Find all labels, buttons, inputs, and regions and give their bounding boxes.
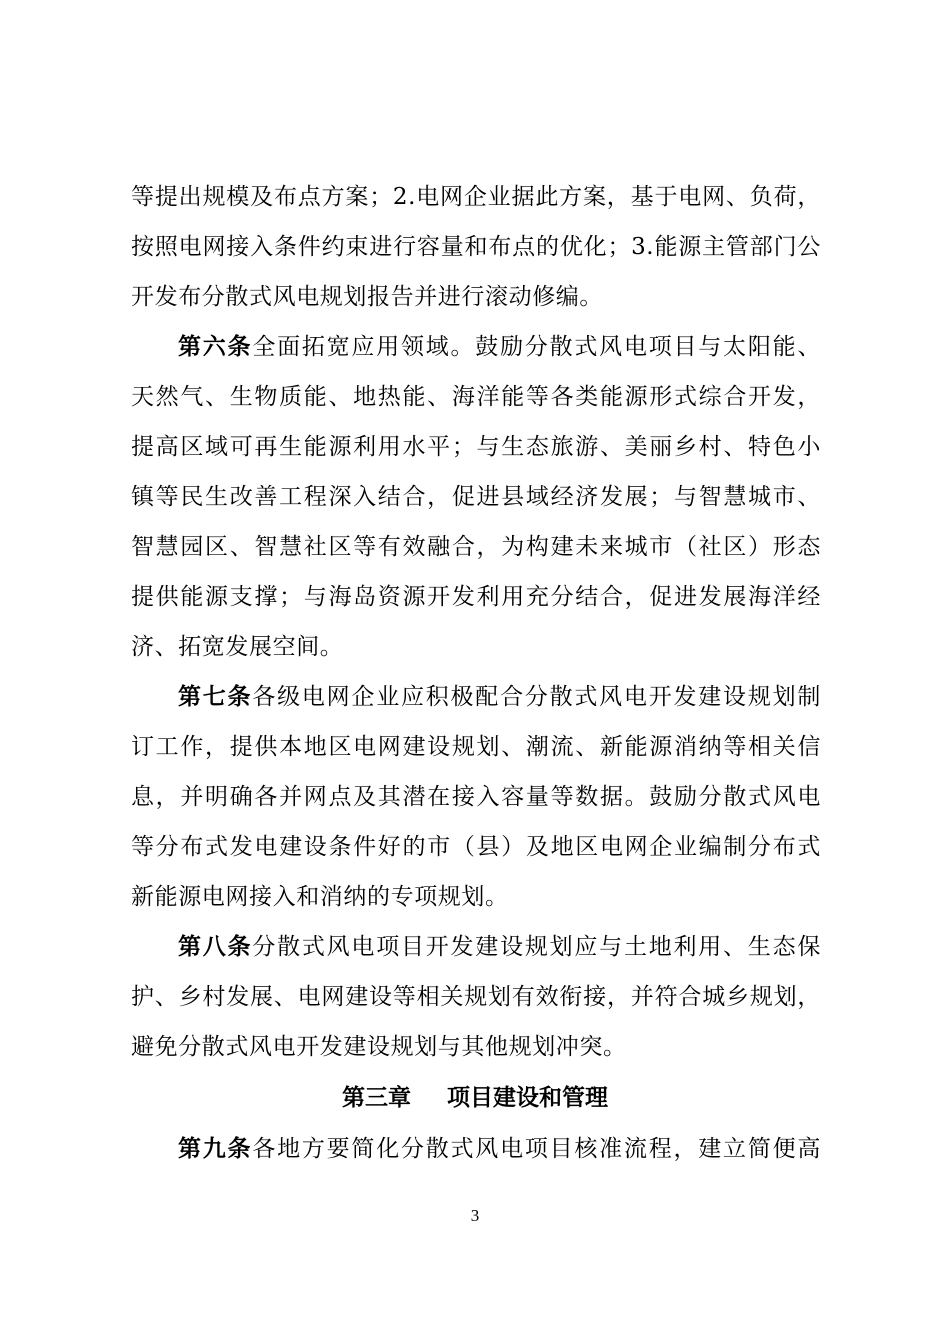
article-text: 全面拓宽应用领域。鼓励分散式风电项目与太阳能、 xyxy=(252,334,821,360)
article-heading: 第八条 xyxy=(178,934,253,960)
article-8-first-line xyxy=(178,927,821,967)
paragraph-line: 镇等民生改善工程深入结合，促进县域经济发展；与智慧城市、 xyxy=(131,484,821,510)
chapter-title: 项目建设和管理 xyxy=(447,1085,608,1111)
article-9-first-line xyxy=(178,1129,821,1169)
paragraph-line: 避免分散式风电开发建设规划与其他规划冲突。 xyxy=(131,1034,627,1060)
paragraph-line: 等分布式发电建设条件好的市（县）及地区电网企业编制分布式 xyxy=(131,834,821,860)
paragraph-line: 智慧园区、智慧社区等有效融合，为构建未来城市（社区）形态 xyxy=(131,534,821,560)
paragraph-line: 息，并明确各并网点及其潜在接入容量等数据。鼓励分散式风电 xyxy=(131,784,821,810)
paragraph-line: 天然气、生物质能、地热能、海洋能等各类能源形式综合开发， xyxy=(131,384,821,410)
paragraph-line: 等提出规模及布点方案；2.电网企业据此方案，基于电网、负荷， xyxy=(131,184,821,210)
paragraph-line: 护、乡村发展、电网建设等相关规划有效衔接，并符合城乡规划， xyxy=(131,984,821,1010)
article-text: 各地方要简化分散式风电项目核准流程，建立简便高 xyxy=(252,1136,821,1162)
article-text: 分散式风电项目开发建设规划应与土地利用、生态保 xyxy=(252,934,821,960)
chapter-heading xyxy=(0,1078,950,1118)
article-heading: 第六条 xyxy=(178,334,253,360)
paragraph-line: 济、拓宽发展空间。 xyxy=(131,634,344,660)
article-heading: 第九条 xyxy=(178,1136,253,1162)
paragraph-line: 按照电网接入条件约束进行容量和布点的优化；3.能源主管部门公 xyxy=(131,234,821,260)
article-text: 各级电网企业应积极配合分散式风电开发建设规划制 xyxy=(252,684,821,710)
page-number: 3 xyxy=(470,1206,480,1225)
paragraph-line: 新能源电网接入和消纳的专项规划。 xyxy=(131,884,509,910)
article-7-first-line xyxy=(178,677,821,717)
paragraph-line: 开发布分散式风电规划报告并进行滚动修编。 xyxy=(131,284,603,310)
article-6-first-line xyxy=(178,327,821,367)
chapter-number: 第三章 xyxy=(342,1085,411,1111)
paragraph-line: 提高区域可再生能源利用水平；与生态旅游、美丽乡村、特色小 xyxy=(131,434,821,460)
paragraph-line: 订工作，提供本地区电网建设规划、潮流、新能源消纳等相关信 xyxy=(131,734,821,760)
paragraph-line: 提供能源支撑；与海岛资源开发利用充分结合，促进发展海洋经 xyxy=(131,584,821,610)
article-heading: 第七条 xyxy=(178,684,253,710)
